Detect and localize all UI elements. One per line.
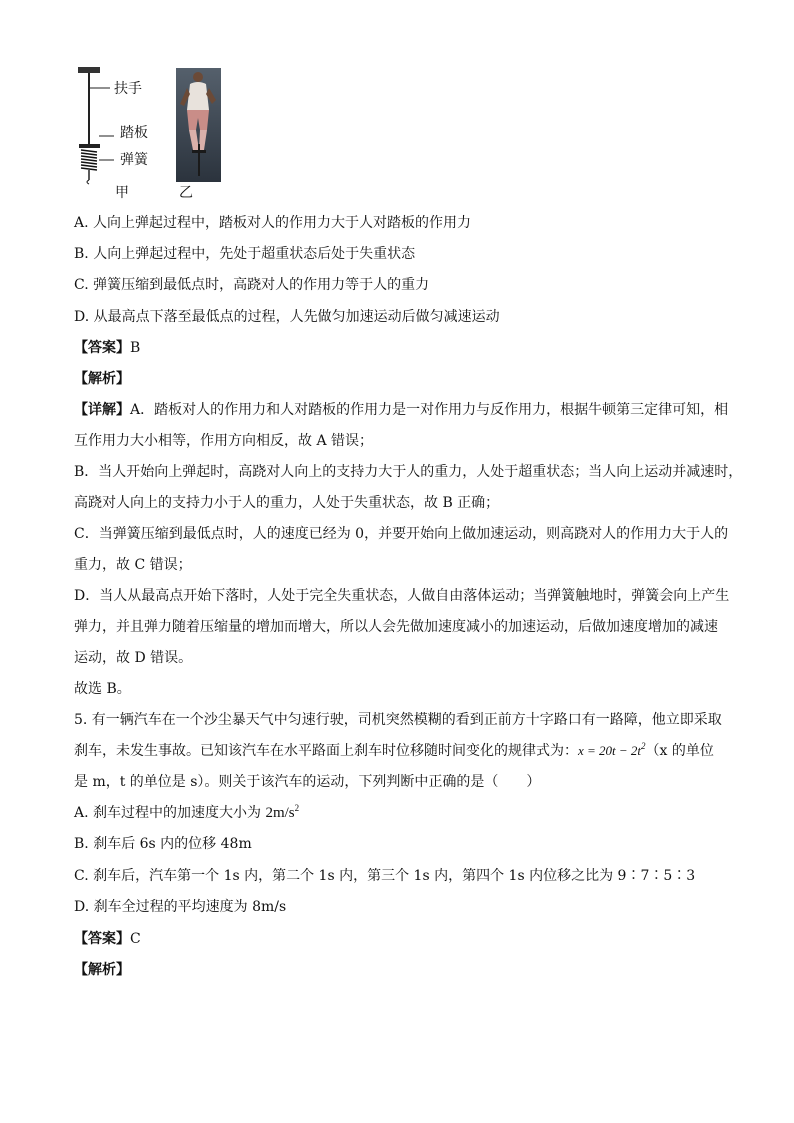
q4-answer-label: 【答案】 (74, 340, 130, 356)
q5-analysis-label: 【解析】 (74, 962, 130, 978)
q5-answer-value: C (130, 931, 141, 947)
label-pedal: 踏板 (120, 125, 148, 141)
q4-detail-b-line1: B．当人开始向上弹起时，高跷对人向上的支持力大于人的重力，人处于超重状态；当人向上运动并减速时， (74, 464, 743, 480)
q5-equation (578, 743, 646, 758)
q5-option-a (74, 803, 299, 823)
q4-option-c: C. 弹簧压缩到最低点时，高跷对人的作用力等于人的重力 (74, 277, 430, 293)
spring-shape (81, 150, 97, 170)
q5-option-a-exponent: 2 (294, 803, 300, 813)
pedal-shape (79, 144, 100, 148)
q5-equation-body: x = 20t − 2t (578, 743, 642, 758)
q4-option-a: A. 人向上弹起过程中，踏板对人的作用力大于人对踏板的作用力 (74, 215, 472, 231)
q5-option-a-prefix: A. 刹车过程中的加速度大小为 (74, 805, 266, 821)
q4-detail-d-line1: D．当人从最高点开始下落时，人处于完全失重状态，人做自由落体运动；当弹簧触地时，弹簧会向上产生 (74, 588, 730, 604)
q5-answer-label: 【答案】 (74, 931, 130, 947)
q4-analysis-label: 【解析】 (74, 371, 130, 387)
foot-tip-shape (87, 180, 89, 184)
q5-stem-line2 (74, 741, 714, 761)
q5-option-c: C. 刹车后，汽车第一个 1s 内，第二个 1s 内，第三个 1s 内，第四个 1s 内位移之比为 9∶7∶5∶3 (74, 868, 696, 884)
pogo-stick-diagram (70, 64, 240, 204)
q4-detail-d-line3: 运动，故 D 错误。 (74, 650, 193, 666)
q4-answer-value: B (130, 340, 141, 356)
q4-detail-a-line2: 互作用力大小相等，作用方向相反，故 A 错误； (74, 433, 374, 449)
q5-stem-line1: 5. 有一辆汽车在一个沙尘暴天气中匀速行驶，司机突然模糊的看到正前方十字路口有一路障，他立即采取 (74, 712, 722, 728)
label-spring: 弹簧 (120, 152, 148, 168)
q5-equation-exponent: 2 (641, 741, 646, 751)
q5-answer (74, 929, 141, 949)
q4-answer (74, 338, 140, 358)
q4-detail-b-line2: 高跷对人向上的支持力小于人的重力，人处于失重状态，故 B 正确； (74, 495, 500, 511)
q5-option-d: D. 刹车全过程的平均速度为 8m/s (74, 899, 287, 915)
q4-detail-label: 【详解】 (74, 402, 130, 418)
q4-detail-c-line2: 重力，故 C 错误； (74, 557, 192, 573)
q5-stem-line2-suffix: （x 的单位 (645, 743, 714, 759)
q5-stem-line3: 是 m，t 的单位是 s）。则关于该汽车的运动，下列判断中正确的是（ ） (74, 774, 541, 790)
q4-conclusion: 故选 B。 (74, 681, 131, 697)
label-yi: 乙 (179, 185, 193, 201)
pogo-stick-figure (70, 64, 240, 204)
handle-bar-shape (78, 67, 100, 73)
q4-detail-d-line2: 弹力，并且弹力随着压缩量的增加而增大，所以人会先做加速度减小的加速运动，后做加速度增加的减速 (74, 619, 718, 635)
label-handle: 扶手 (114, 81, 142, 97)
q4-option-b: B. 人向上弹起过程中，先处于超重状态后处于失重状态 (74, 246, 416, 262)
q4-detail-a-text: A．踏板对人的作用力和人对踏板的作用力是一对作用力与反作用力，根据牛顿第三定律可知，相 (130, 402, 729, 418)
q5-option-a-unit (265, 805, 299, 821)
q5-option-b: B. 刹车后 6s 内的位移 48m (74, 836, 252, 852)
q5-option-a-unit-body: 2m/s (265, 805, 295, 821)
q4-option-d: D. 从最高点下落至最低点的过程，人先做匀加速运动后做匀减速运动 (74, 309, 500, 325)
label-jia: 甲 (115, 185, 129, 201)
q5-stem-line2-prefix: 刹车，未发生事故。已知该汽车在水平路面上刹车时位移随时间变化的规律式为： (74, 743, 578, 759)
q4-detail-c-line1: C．当弹簧压缩到最低点时，人的速度已经为 0，并要开始向上做加速运动，则高跷对人的作用力大于人的 (74, 526, 729, 542)
jumper-photo (176, 68, 221, 182)
q4-detail-a-line1 (74, 400, 728, 420)
